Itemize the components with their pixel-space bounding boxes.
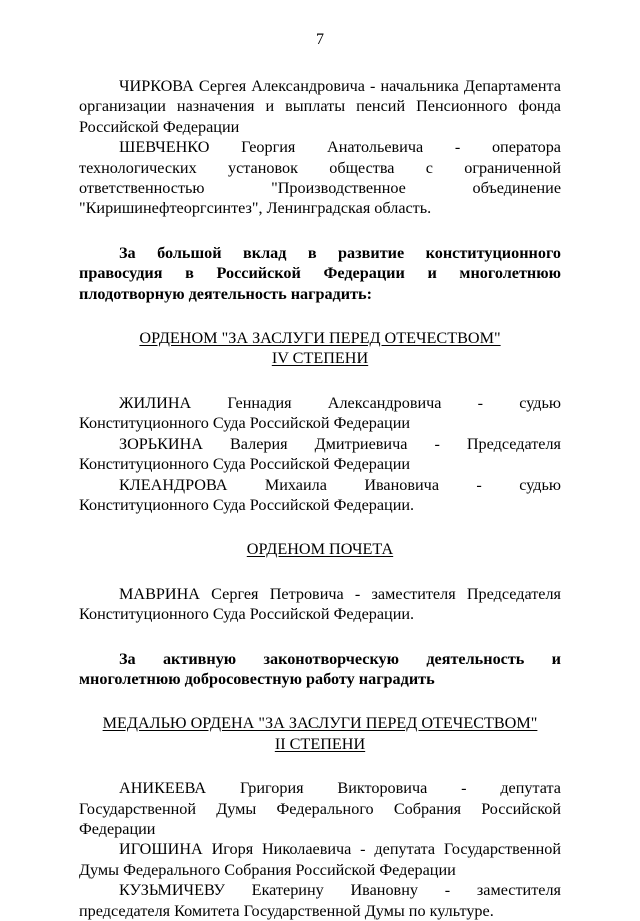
spacer	[79, 304, 561, 328]
spacer	[79, 369, 561, 393]
order-heading-line-2: IV СТЕПЕНИ	[271, 349, 369, 368]
medal-heading-line-2: II СТЕПЕНИ	[274, 734, 366, 753]
award-entry-mavrin: МАВРИНА Сергея Петровича - заместителя Председателя Конституционного Суда Российской Федерации.	[79, 584, 561, 624]
award-entry-kuzmicheva: КУЗЬМИЧЕВУ Екатерину Ивановну - заместителя председателя Комитета Государственной Думы по культуре.	[79, 881, 561, 920]
award-entry-shevchenko: ШЕВЧЕНКО Георгия Анатольевича - оператора технологических установок общества с ограниченной ответственностью "Производственное объединение "Киришинефтеоргсинтез", Ленинградская область.	[79, 138, 561, 218]
spacer	[79, 625, 561, 649]
spacer	[79, 560, 561, 584]
order-heading-line-1: ОРДЕНОМ "ЗА ЗАСЛУГИ ПЕРЕД ОТЕЧЕСТВОМ"	[139, 329, 501, 348]
medal-heading-line-1: МЕДАЛЬЮ ОРДЕНА "ЗА ЗАСЛУГИ ПЕРЕД ОТЕЧЕСТВОМ"	[102, 714, 538, 733]
document-body	[79, 76, 561, 921]
award-intro-constitutional: За большой вклад в развитие конституционного правосудия в Российской Федерации и многолетнюю плодотворную деятельность наградить:	[79, 243, 561, 303]
order-of-honor-heading: ОРДЕНОМ ПОЧЕТА	[246, 540, 394, 559]
page-number: 7	[316, 31, 324, 48]
award-entry-zorkin: ЗОРЬКИНА Валерия Дмитриевича - Председателя Конституционного Суда Российской Федерации	[79, 434, 561, 474]
spacer	[79, 689, 561, 713]
award-entry-zhilin: ЖИЛИНА Геннадия Александровича - судью Конституционного Суда Российской Федерации	[79, 393, 561, 433]
award-entry-kleandrov: КЛЕАНДРОВА Михаила Ивановича - судью Конституционного Суда Российской Федерации.	[79, 475, 561, 514]
spacer	[79, 754, 561, 778]
award-entry-anikeev: АНИКЕЕВА Григория Викторовича - депутата Государственной Думы Федерального Собрания Российской Федерации	[79, 779, 561, 838]
spacer	[79, 515, 561, 539]
award-entry-chirkova: ЧИРКОВА Сергея Александровича - начальника Департамента организации назначения и выплаты пенсий Пенсионного фонда Российской Федерации	[79, 77, 561, 136]
award-intro-legislative: За активную законотворческую деятельность и многолетнюю добросовестную работу наградить	[79, 649, 561, 688]
award-entry-igoshin: ИГОШИНА Игоря Николаевича - депутата Государственной Думы Федерального Собрания Российской Федерации	[79, 840, 561, 879]
spacer	[79, 219, 561, 243]
